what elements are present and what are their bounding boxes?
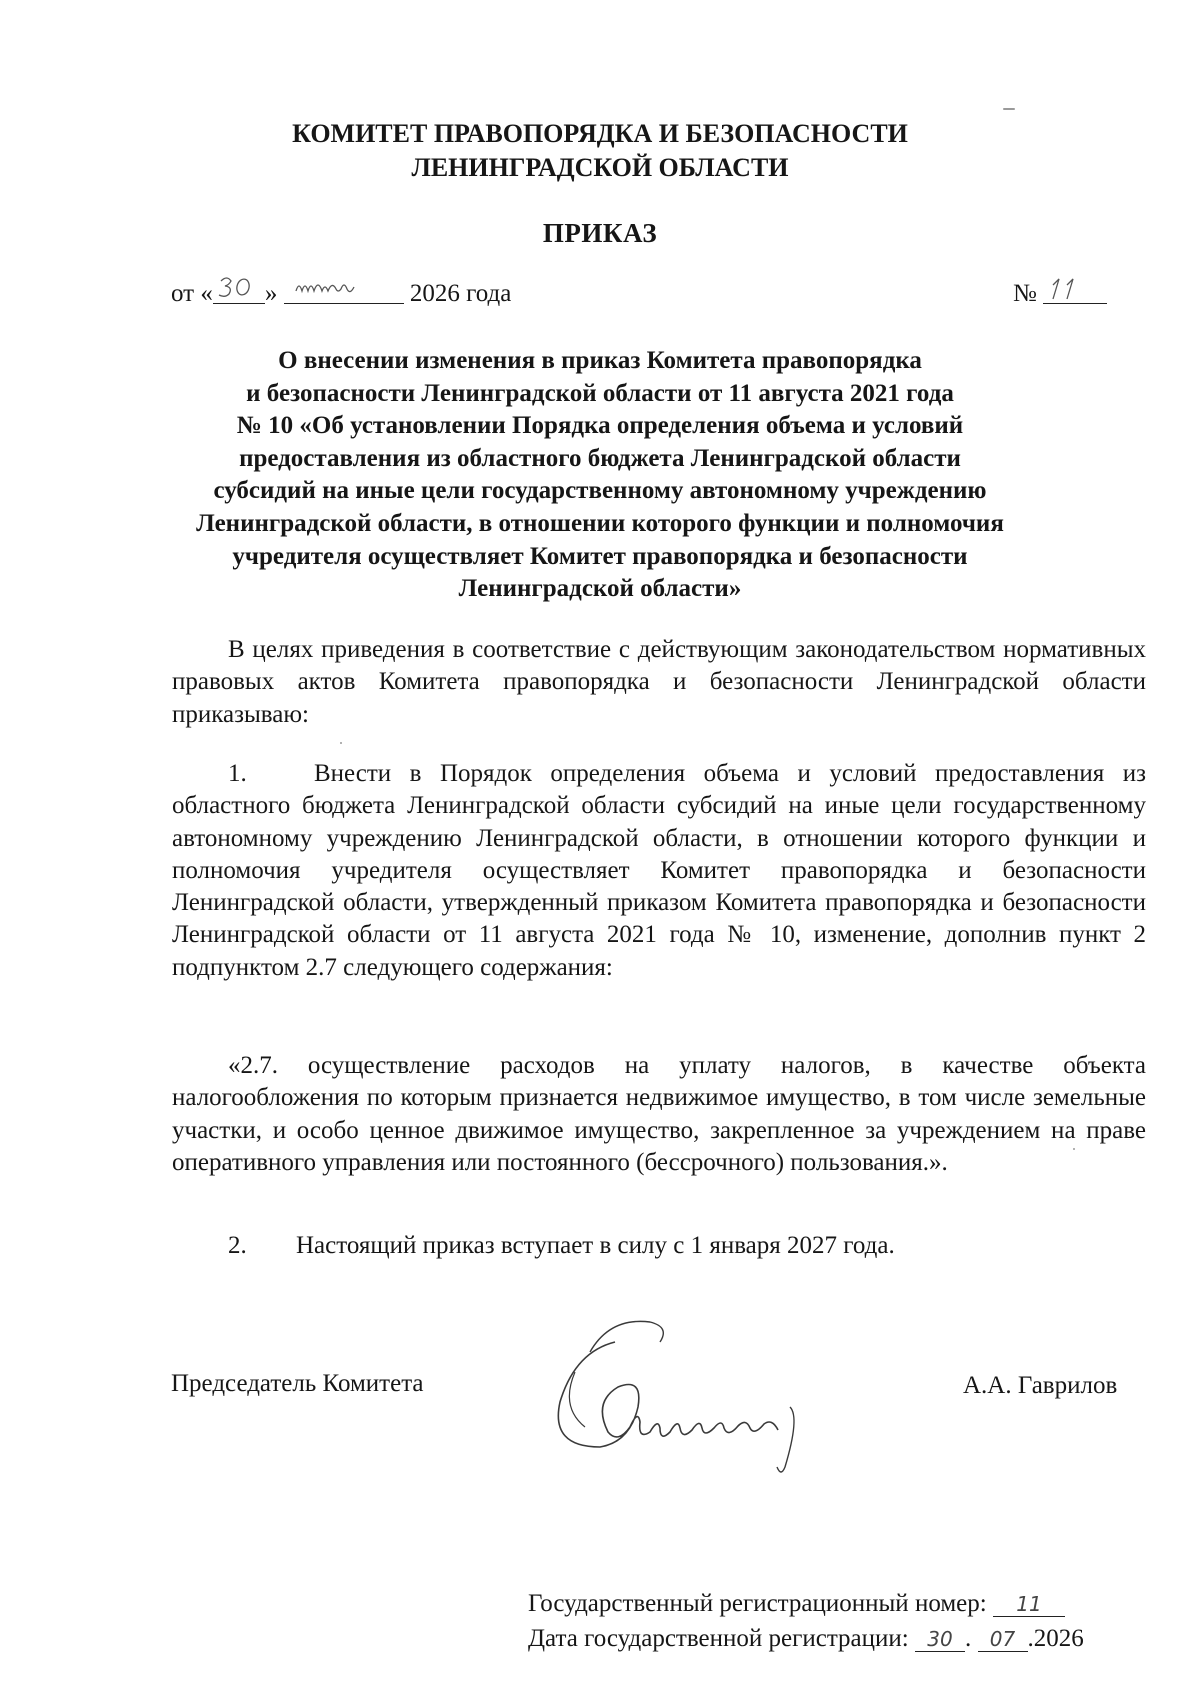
title-line: Ленинградской области, в отношении которого функции и полномочия: [196, 509, 1004, 537]
number-sign: №: [1013, 280, 1037, 307]
document-title: [150, 345, 1050, 606]
item-1-text: Внести в Порядок определения объема и условий предоставления из областного бюджета Ленинградской области субсидий на иные цели государственному автономному учреждению Ленинградской области, в отношении которого функции и полномочия учредителя осуществляет Комитет правопорядка и безопасности Ленинградской области, утвержденный приказом Комитета правопорядка и безопасности Ленинградской области от 11 августа 2021 года № 10, изменение, дополнив пункт 2 подпунктом 2.7 следующего содержания:: [172, 760, 1146, 981]
title-line: Ленинградской области»: [458, 575, 742, 603]
registration-number-value: 11: [993, 1592, 1065, 1617]
registration-date-day: 30: [915, 1627, 965, 1652]
item-2-text: Настоящий приказ вступает в силу с 1 января 2027 года.: [296, 1232, 895, 1259]
title-line: предоставления из областного бюджета Ленинградской области: [239, 444, 961, 472]
organization-line-2: ЛЕНИНГРАДСКОЙ ОБЛАСТИ: [411, 153, 789, 182]
scan-speck: [1003, 108, 1015, 110]
registration-date-month: 07: [978, 1627, 1028, 1652]
title-line: субсидий на иные цели государственному автономному учреждению: [213, 477, 987, 505]
item-1-paragraph: [172, 758, 1146, 984]
registration-date-line: Дата государственной регистрации: 30 . 07 .2026: [528, 1625, 1084, 1652]
handwritten-number: [1043, 271, 1107, 301]
organization-header: [0, 117, 1200, 185]
scan-speck: [340, 742, 342, 744]
handwritten-month: [284, 271, 404, 301]
date-prefix: от «: [171, 280, 213, 307]
registration-date-label: Дата государственной регистрации:: [528, 1625, 909, 1652]
date-close-quote: »: [264, 280, 278, 307]
signatory-name: А.А. Гаврилов: [963, 1372, 1118, 1399]
item-2-number: 2.: [228, 1232, 247, 1259]
date-line: [171, 277, 511, 311]
date-year: 2026 года: [409, 280, 512, 307]
scan-speck: [1073, 1148, 1075, 1150]
date-day-field: [213, 277, 265, 304]
registration-number-label: Государственный регистрационный номер:: [528, 1590, 987, 1617]
organization-line-1: КОМИТЕТ ПРАВОПОРЯДКА И БЕЗОПАСНОСТИ: [292, 119, 908, 148]
signature-image: [520, 1312, 850, 1482]
date-month-field: [284, 277, 404, 304]
title-line: и безопасности Ленинградской области от 11 августа 2021 года: [246, 379, 954, 407]
order-number-field: [1043, 277, 1107, 304]
item-1-number: 1.: [228, 760, 247, 787]
item-2-paragraph: [172, 1230, 1146, 1262]
preamble-paragraph: В целях приведения в соответствие с действующим законодательством нормативных правовых актов Комитета правопорядка и безопасности Ленинградской области приказываю:: [172, 636, 1146, 728]
quoted-subitem-paragraph: «2.7. осуществление расходов на уплату налогов, в качестве объекта налогообложения по которым признается недвижимое имущество, в том числе земельные участки, и особо ценное движимое имущество, закрепленное за учреждением на праве оперативного управления или постоянного (бессрочного) пользования.».: [172, 1052, 1146, 1176]
title-line: учредителя осуществляет Комитет правопорядка и безопасности: [232, 542, 968, 570]
title-line: № 10 «Об установлении Порядка определения объема и условий: [236, 412, 964, 440]
order-number-line: [1013, 277, 1107, 311]
handwritten-day: [213, 271, 265, 301]
registration-number-line: [528, 1590, 1065, 1618]
title-line: О внесении изменения в приказ Комитета правопорядка: [278, 347, 922, 374]
registration-date-year: 2026: [1033, 1625, 1084, 1652]
document-type: ПРИКАЗ: [542, 218, 658, 248]
signatory-position: Председатель Комитета: [171, 1370, 424, 1397]
